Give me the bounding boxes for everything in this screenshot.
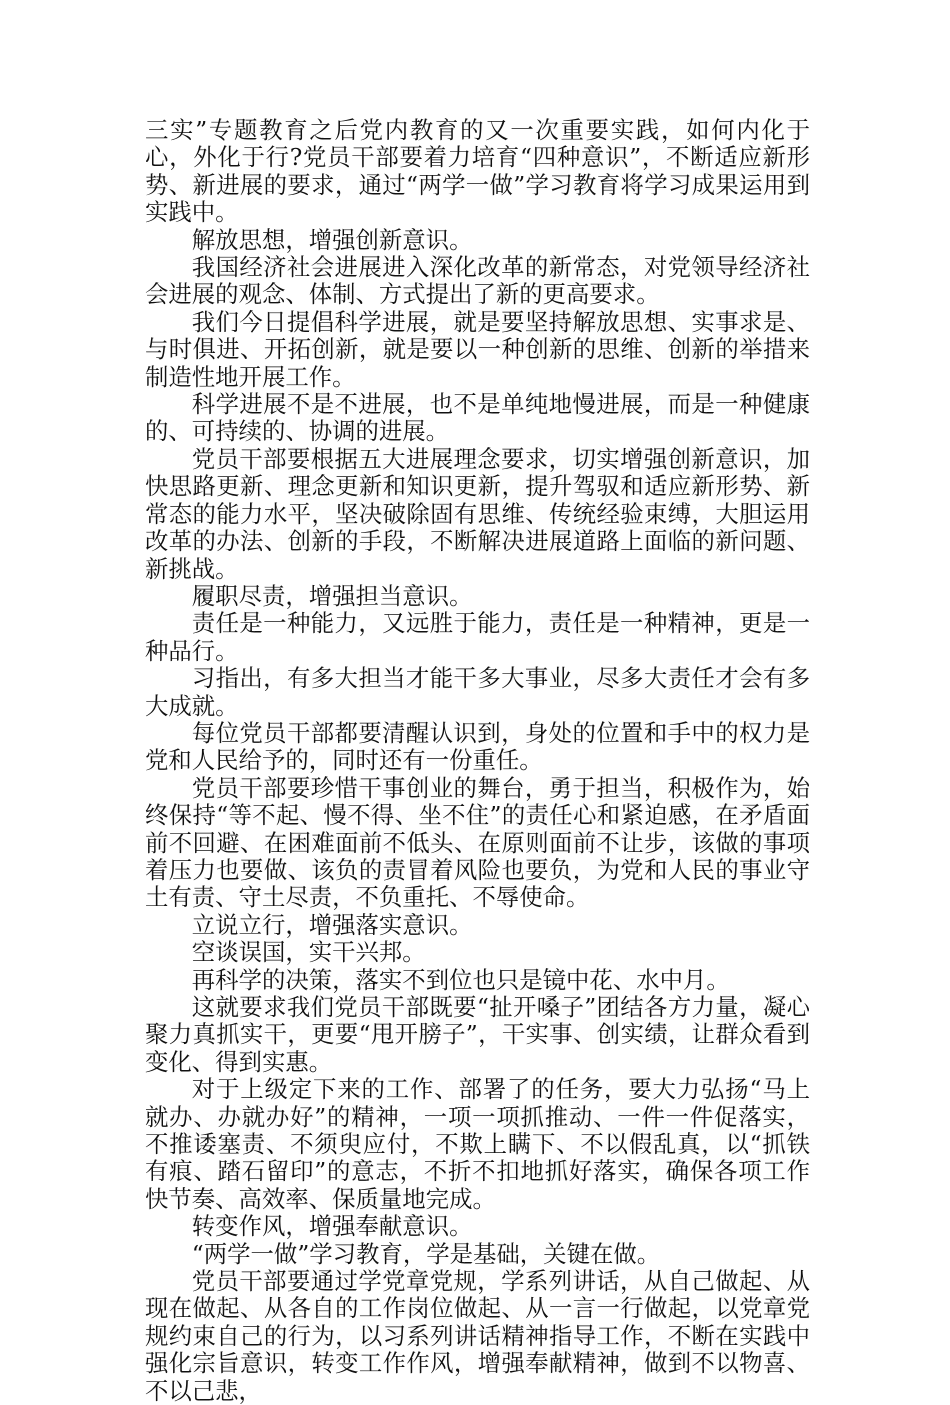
- paragraph: 每位党员干部都要清醒认识到，身处的位置和手中的权力是党和人民给予的，同时还有一份重任。: [145, 718, 810, 775]
- paragraph: 党员干部要根据五大进展理念要求，切实增强创新意识，加快思路更新、理念更新和知识更新，提升驾驭和适应新形势、新常态的能力水平，坚决破除固有思维、传统经验束缚，大胆运用改革的办法、创新的手段，不断解决进展道路上面临的新问题、新挑战。: [145, 444, 810, 583]
- heading-responsibility-awareness: 履职尽责，增强担当意识。: [191, 581, 473, 610]
- paragraph: 空谈误国，实干兴邦。: [191, 938, 426, 967]
- paragraph: “两学一做”学习教育，学是基础，关键在做。: [191, 1239, 661, 1268]
- paragraph: 习指出，有多大担当才能干多大事业，尽多大责任才会有多大成就。: [145, 664, 810, 720]
- paragraph: 这就要求我们党员干部既要“扯开嗓子”团结各方力量，凝心聚力真抓实干，更要“甩开膀子”，干实事、创实绩，让群众看到变化、得到实惠。: [145, 993, 810, 1076]
- paragraph: 科学进展不是不进展，也不是单纯地慢进展，而是一种健康的、可持续的、协调的进展。: [145, 390, 810, 446]
- document-body: [145, 117, 810, 1405]
- paragraph: 对于上级定下来的工作、部署了的任务，要大力弘扬“马上就办、办就办好”的精神，一项一项抓推动、一件一件促落实，不推诿塞责、不须臾应付，不欺上瞒下、不以假乱真，以“抓铁有痕、踏石留印”的意志，不折不扣地抓好落实，确保各项工作快节奏、高效率、保质量地完成。: [145, 1075, 810, 1213]
- paragraph: 我国经济社会进展进入深化改革的新常态，对党领导经济社会进展的观念、体制、方式提出了新的更高要求。: [145, 253, 810, 309]
- paragraph: 党员干部要通过学党章党规，学系列讲话，从自己做起、从现在做起、从各自的工作岗位做起、从一言一行做起，以党章党规约束自己的行为，以习系列讲话精神指导工作，不断在实践中强化宗旨意识，转变工作作风，增强奉献精神，做到不以物喜、不以己悲，: [145, 1267, 810, 1405]
- heading-implementation-awareness: 立说立行，增强落实意识。: [191, 910, 473, 939]
- paragraph: 党员干部要珍惜干事创业的舞台，勇于担当，积极作为，始终保持“等不起、慢不得、坐不住”的责任心和紧迫感，在矛盾面前不回避、在困难面前不低头、在原则面前不让步，该做的事项着压力也要做、该负的责冒着风险也要负，为党和人民的事业守土有责、守土尽责，不负重托、不辱使命。: [145, 773, 810, 912]
- heading-innovation-awareness: 解放思想，增强创新意识。: [191, 225, 473, 254]
- paragraph: 再科学的决策，落实不到位也只是镜中花、水中月。: [191, 965, 730, 994]
- paragraph: 我们今日提倡科学进展，就是要坚持解放思想、实事求是、与时俱进、开拓创新，就是要以一种创新的思维、创新的举措来制造性地开展工作。: [145, 307, 810, 391]
- paragraph-continued-intro: 三实”专题教育之后党内教育的又一次重要实践，如何内化于心，外化于行?党员干部要着力培育“四种意识”，不断适应新形势、新进展的要求，通过“两学一做”学习教育将学习成果运用到实践中。: [145, 116, 810, 227]
- heading-dedication-awareness: 转变作风，增强奉献意识。: [191, 1212, 473, 1241]
- paragraph: 责任是一种能力，又远胜于能力，责任是一种精神，更是一种品行。: [145, 609, 810, 665]
